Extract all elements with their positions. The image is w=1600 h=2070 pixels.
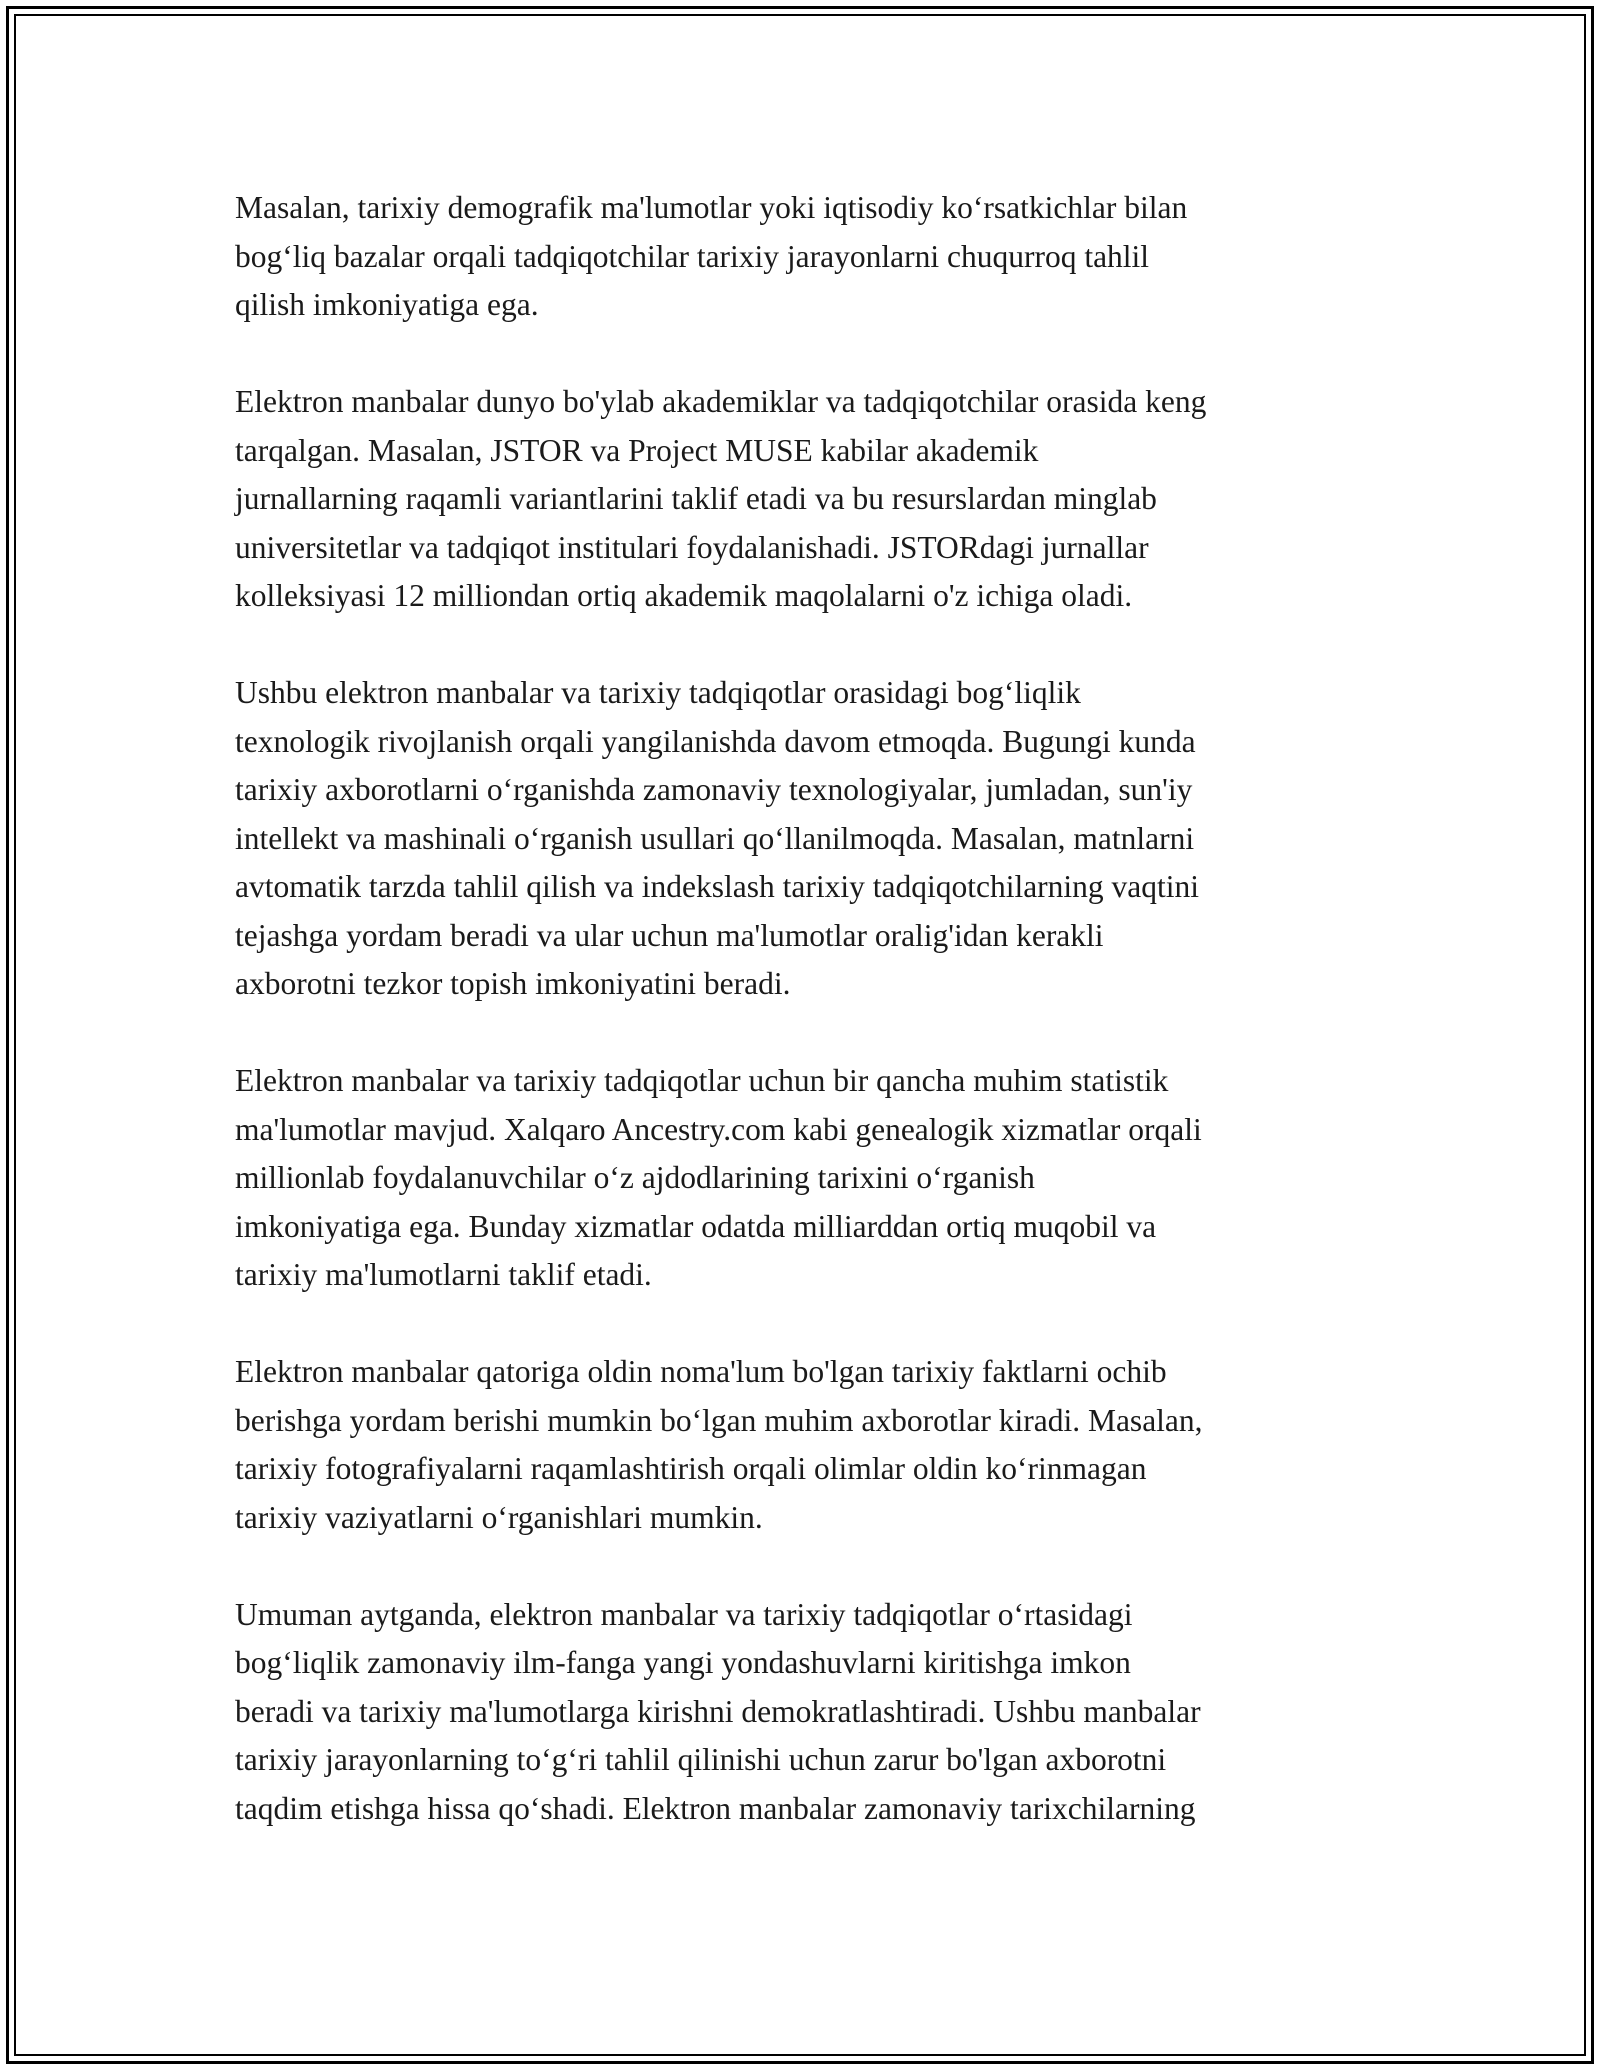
text-line: Elektron manbalar va tarixiy tadqiqotlar uchun bir qancha muhim statistik: [235, 1063, 1169, 1098]
text-line: universitetlar va tadqiqot institulari foydalanishadi. JSTORdagi jurnallar: [235, 529, 1149, 565]
text-line: tarixiy axborotlarni o‘rganishda zamonaviy texnologiyalar, jumladan, sun'iy: [235, 772, 1193, 807]
text-line: Umuman aytganda, elektron manbalar va tarixiy tadqiqotlar o‘rtasidagi: [235, 1596, 1133, 1632]
text-line: Masalan, tarixiy demografik ma'lumotlar yoki iqtisodiy ko‘rsatkichlar bilan: [235, 190, 1188, 225]
text-line: bog‘liqlik zamonaviy ilm-fanga yangi yondashuvlarni kiritishga imkon: [235, 1645, 1131, 1680]
text-line: axborotni tezkor topish imkoniyatini beradi.: [235, 966, 791, 1001]
text-line: millionlab foydalanuvchilar o‘z ajdodlarining tarixini o‘rganish: [235, 1160, 1035, 1195]
text-line: Elektron manbalar dunyo bo'ylab akademiklar va tadqiqotchilar orasida keng: [235, 384, 1207, 419]
paragraph-2: [235, 378, 1385, 621]
text-line: tarixiy ma'lumotlarni taklif etadi.: [235, 1257, 652, 1292]
text-line: tarixiy jarayonlarning to‘g‘ri tahlil qilinishi uchun zarur bo'lgan axborotni: [235, 1742, 1167, 1777]
text-line: tejashga yordam beradi va ular uchun ma'lumotlar oralig'idan kerakli: [235, 917, 1104, 953]
text-line: jurnallarning raqamli variantlarini taklif etadi va bu resurslardan minglab: [235, 481, 1157, 516]
text-line: avtomatik tarzda tahlil qilish va indekslash tarixiy tadqiqotchilarning vaqtini: [235, 869, 1200, 904]
paragraph-1: [235, 184, 1385, 330]
text-line: intellekt va mashinali o‘rganish usullari qo‘llanilmoqda. Masalan, matnlarni: [235, 820, 1195, 856]
text-line: beradi va tarixiy ma'lumotlarga kirishni demokratlashtiradi. Ushbu manbalar: [235, 1693, 1201, 1729]
paragraph-3: [235, 669, 1385, 1009]
paragraph-4: [235, 1057, 1385, 1300]
text-line: ma'lumotlar mavjud. Xalqaro Ancestry.com kabi genealogik xizmatlar orqali: [235, 1111, 1202, 1147]
text-line: tarqalgan. Masalan, JSTOR va Project MUSE kabilar akademik: [235, 432, 1039, 468]
text-line: taqdim etishga hissa qo‘shadi. Elektron manbalar zamonaviy tarixchilarning: [235, 1790, 1196, 1826]
paragraph-5: [235, 1348, 1385, 1542]
text-line: tarixiy vaziyatlarni o‘rganishlari mumkin.: [235, 1499, 763, 1535]
text-line: Ushbu elektron manbalar va tarixiy tadqiqotlar orasidagi bog‘liqlik: [235, 675, 1081, 710]
text-line: qilish imkoniyatiga ega.: [235, 287, 539, 322]
text-line: Elektron manbalar qatoriga oldin noma'lum bo'lgan tarixiy faktlarni ochib: [235, 1354, 1167, 1389]
text-line: berishga yordam berishi mumkin bo‘lgan muhim axborotlar kiradi. Masalan,: [235, 1402, 1203, 1438]
text-line: tarixiy fotografiyalarni raqamlashtirish orqali olimlar oldin ko‘rinmagan: [235, 1451, 1147, 1486]
text-line: texnologik rivojlanish orqali yangilanishda davom etmoqda. Bugungi kunda: [235, 723, 1196, 759]
text-line: bog‘liq bazalar orqali tadqiqotchilar tarixiy jarayonlarni chuqurroq tahlil: [235, 238, 1150, 274]
paragraph-6: [235, 1591, 1385, 1834]
text-line: imkoniyatiga ega. Bunday xizmatlar odatda milliarddan ortiq muqobil va: [235, 1208, 1157, 1244]
text-line: kolleksiyasi 12 milliondan ortiq akademik maqolalarni o'z ichiga oladi.: [235, 578, 1133, 613]
document-body: [235, 184, 1385, 1882]
